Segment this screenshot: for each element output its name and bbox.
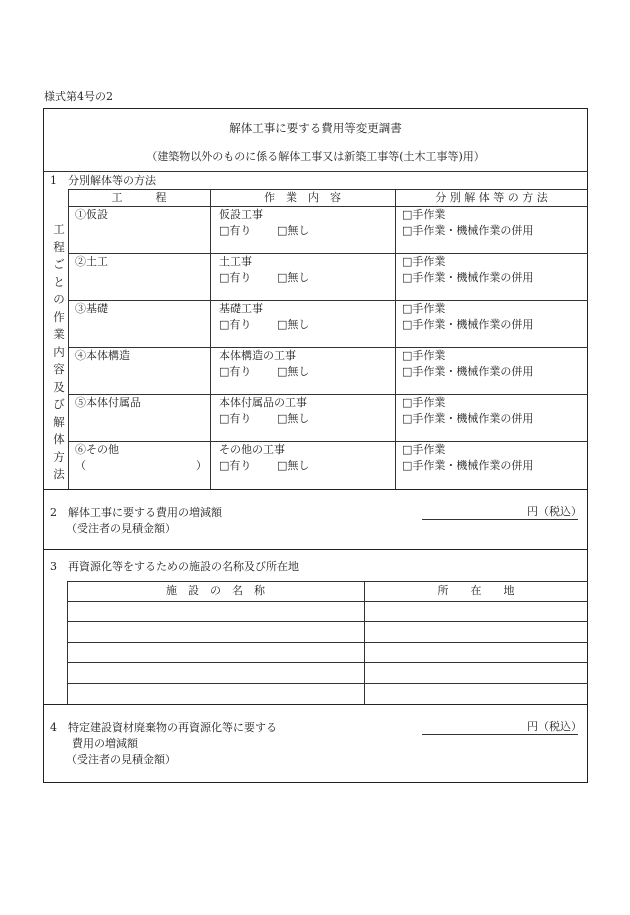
divider <box>68 189 588 190</box>
row-work: その他の工事 <box>219 443 285 456</box>
divider <box>68 441 588 442</box>
checkbox-no[interactable]: □無し <box>277 459 310 472</box>
checkbox-no[interactable]: □無し <box>277 412 310 425</box>
divider <box>67 581 588 582</box>
checkbox-manual[interactable]: □手作業 <box>402 443 446 456</box>
section2-heading: 2 解体工事に要する費用の増減額 <box>50 506 222 519</box>
table-row[interactable] <box>67 662 588 663</box>
row-process: ③基礎 <box>75 302 108 315</box>
section1-heading: 1 分別解体等の方法 <box>50 174 156 187</box>
checkbox-yes[interactable]: □有り <box>219 459 252 472</box>
checkbox-yes[interactable]: □有り <box>219 318 252 331</box>
section4-note: （受注者の見積金額） <box>66 753 176 766</box>
col-header-process: 工 程 <box>111 191 167 204</box>
vertical-label: 工 程 ご と の 作 業 内 容 及 び 解 体 方 法 <box>53 222 65 481</box>
row-process: ⑥その他 <box>75 443 119 456</box>
divider <box>68 189 69 489</box>
amount-unit: 円（税込） <box>527 505 582 518</box>
table-row[interactable] <box>67 642 588 643</box>
checkbox-manual[interactable]: □手作業 <box>402 255 446 268</box>
section3-heading: 3 再資源化等をするための施設の名称及び所在地 <box>50 560 299 573</box>
other-paren-close: ） <box>196 459 207 472</box>
col-header-method: 分 別 解 体 等 の 方 法 <box>435 191 548 204</box>
checkbox-no[interactable]: □無し <box>277 271 310 284</box>
checkbox-yes[interactable]: □有り <box>219 224 252 237</box>
checkbox-yes[interactable]: □有り <box>219 365 252 378</box>
divider <box>210 189 211 489</box>
other-paren-open: （ <box>75 459 86 472</box>
divider <box>43 171 588 172</box>
divider <box>395 189 396 489</box>
form-code: 様式第4号の2 <box>44 90 113 103</box>
checkbox-no[interactable]: □無し <box>277 365 310 378</box>
row-work: 土工事 <box>219 255 252 268</box>
checkbox-combined[interactable]: □手作業・機械作業の併用 <box>402 224 534 237</box>
table-row[interactable] <box>67 683 588 684</box>
checkbox-combined[interactable]: □手作業・機械作業の併用 <box>402 412 534 425</box>
divider <box>68 253 588 254</box>
divider <box>43 489 588 490</box>
checkbox-combined[interactable]: □手作業・機械作業の併用 <box>402 459 534 472</box>
row-work: 仮設工事 <box>219 208 263 221</box>
row-process: ②土工 <box>75 255 108 268</box>
divider <box>43 704 588 705</box>
table-row[interactable] <box>67 621 588 622</box>
table-row[interactable] <box>67 601 588 602</box>
divider <box>68 394 588 395</box>
checkbox-yes[interactable]: □有り <box>219 412 252 425</box>
checkbox-combined[interactable]: □手作業・機械作業の併用 <box>402 365 534 378</box>
form-title: 解体工事に要する費用等変更調書 <box>229 121 402 135</box>
checkbox-no[interactable]: □無し <box>277 224 310 237</box>
row-process: ⑤本体付属品 <box>75 396 141 409</box>
checkbox-yes[interactable]: □有り <box>219 271 252 284</box>
divider <box>68 347 588 348</box>
checkbox-combined[interactable]: □手作業・機械作業の併用 <box>402 318 534 331</box>
divider <box>68 300 588 301</box>
section4-heading: 4 特定建設資材廃棄物の再資源化等に要する <box>50 721 277 734</box>
divider <box>68 206 588 207</box>
section2-note: （受注者の見積金額） <box>66 522 176 535</box>
form-frame <box>43 108 588 783</box>
checkbox-manual[interactable]: □手作業 <box>402 396 446 409</box>
col-header-facility-name: 施 設 の 名 称 <box>166 584 265 597</box>
col-header-location: 所 在 地 <box>437 584 515 597</box>
row-work: 本体付属品の工事 <box>219 396 307 409</box>
form-subtitle: （建築物以外のものに係る解体工事又は新築工事等(土木工事等)用） <box>146 150 485 163</box>
checkbox-manual[interactable]: □手作業 <box>402 302 446 315</box>
checkbox-combined[interactable]: □手作業・機械作業の併用 <box>402 271 534 284</box>
section4-heading-line2: 費用の増減額 <box>72 737 138 750</box>
row-process: ①仮設 <box>75 208 108 221</box>
checkbox-no[interactable]: □無し <box>277 318 310 331</box>
col-header-work: 作 業 内 容 <box>264 191 341 204</box>
divider <box>43 549 588 550</box>
row-process: ④本体構造 <box>75 349 130 362</box>
row-work: 基礎工事 <box>219 302 263 315</box>
row-work: 本体構造の工事 <box>219 349 296 362</box>
checkbox-manual[interactable]: □手作業 <box>402 208 446 221</box>
amount-unit: 円（税込） <box>527 720 582 733</box>
checkbox-manual[interactable]: □手作業 <box>402 349 446 362</box>
